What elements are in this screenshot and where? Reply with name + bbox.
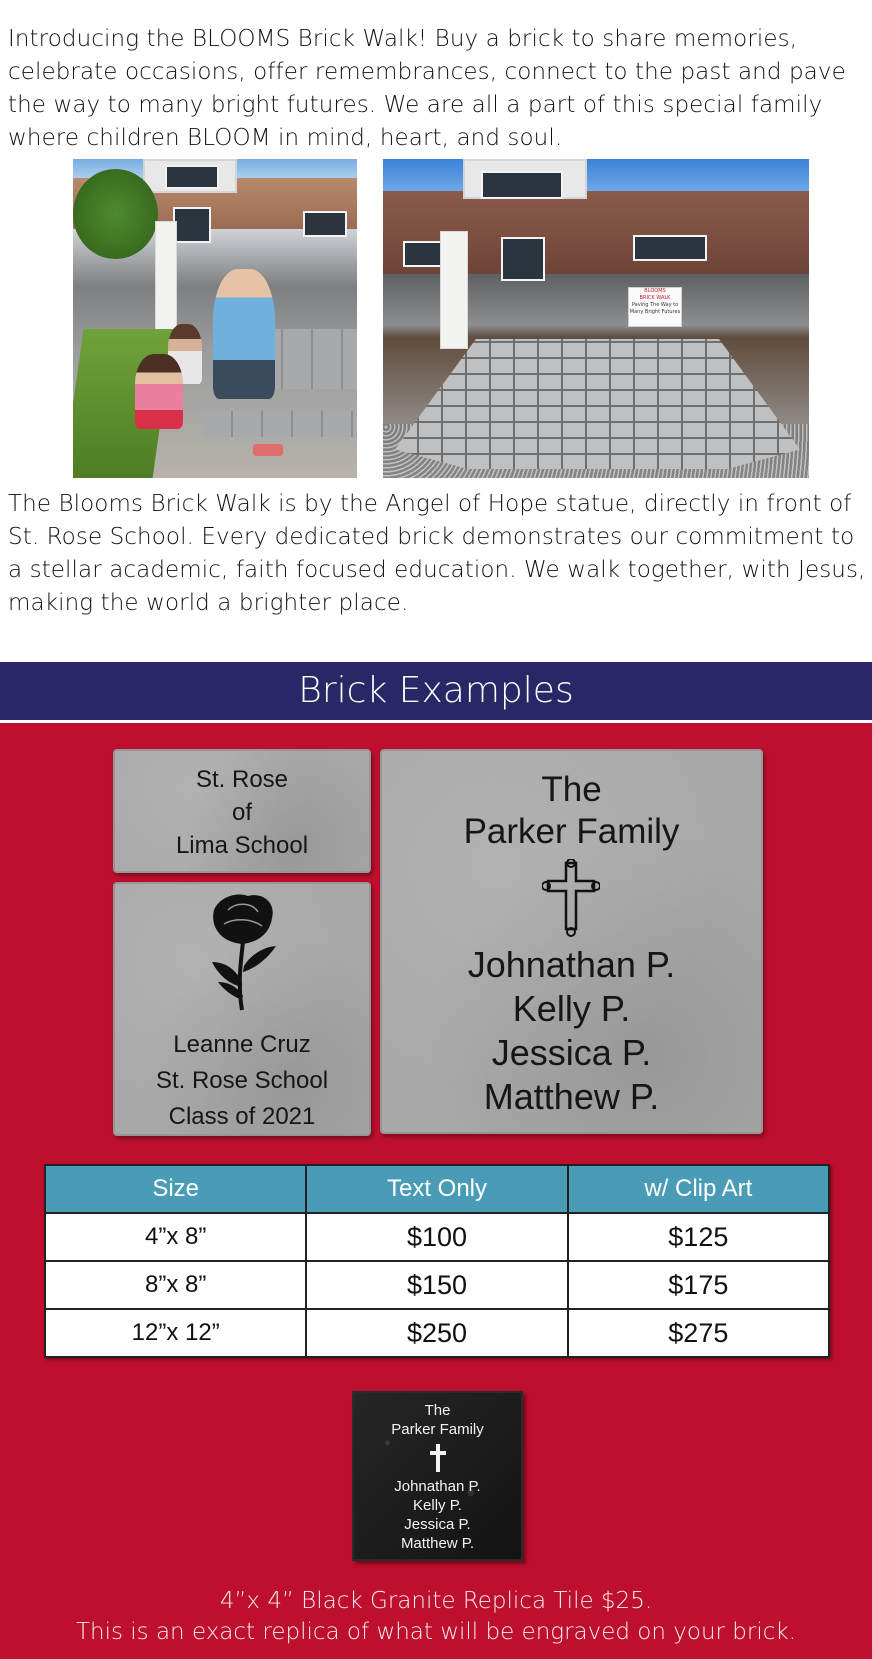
cross-icon (428, 1442, 448, 1474)
man-figure (213, 269, 275, 399)
granite-caption (0, 1586, 872, 1648)
text-only-price: $250 (306, 1309, 567, 1357)
brick-examples-banner: Brick Examples (0, 662, 872, 720)
lamp-post (155, 221, 177, 333)
text-only-price: $100 (306, 1213, 567, 1261)
clip-art-price: $275 (568, 1309, 829, 1357)
brick-walk-sign: BLOOMS BRICK WALK Paving The Way to Many Bright Futures (628, 287, 682, 327)
size-cell: 4”x 8” (45, 1213, 306, 1261)
clip-art-price: $125 (568, 1213, 829, 1261)
tree (73, 169, 158, 259)
caption-line-price: 4”x 4” Black Granite Replica Tile $25. (219, 1588, 653, 1614)
table-row (45, 1213, 829, 1261)
clip-art-price: $175 (568, 1261, 829, 1309)
granite-replica-tile: The Parker Family Johnathan P. Kelly P. Jessica P. Matthew P. (352, 1391, 523, 1561)
girl-figure (135, 354, 183, 429)
brick-example-4x8: St. Rose of Lima School (113, 749, 371, 873)
lamp-post (440, 231, 468, 349)
table-header-row (45, 1165, 829, 1213)
rose-icon (198, 892, 286, 1026)
brick-example-8x8: Leanne Cruz St. Rose School Class of 2021 (113, 882, 371, 1136)
table-row (45, 1261, 829, 1309)
family-photo (73, 159, 357, 478)
mallet (253, 444, 283, 456)
caption-line-note: This is an exact replica of what will be engraved on your brick. (75, 1619, 797, 1645)
header-clip-art: w/ Clip Art (568, 1165, 829, 1213)
intro-paragraph: Introducing the BLOOMS Brick Walk! Buy a brick to share memories, celebrate occasions, offer remembrances, connect to the past and pave the way to many bright futures. We are all a part of this special family where children BLOOM in mind, heart, and soul. (8, 26, 846, 151)
text-only-price: $150 (306, 1261, 567, 1309)
header-text-only: Text Only (306, 1165, 567, 1213)
brick-walk-photo (383, 159, 809, 478)
brick-example-12x12: The Parker Family Johnathan P. Kelly P. Jessica P. Matthew P. (380, 749, 763, 1134)
cross-icon (542, 859, 600, 937)
walk-paragraph: The Blooms Brick Walk is by the Angel of Hope statue, directly in front of St. Rose School. Every dedicated brick demonstrates our commitment to a stellar academic, faith focused education. We walk together, with Jesus, making the world a brighter place. (8, 491, 866, 616)
header-size: Size (45, 1165, 306, 1213)
table-row (45, 1309, 829, 1357)
price-table (44, 1164, 830, 1358)
size-cell: 12”x 12” (45, 1309, 306, 1357)
size-cell: 8”x 8” (45, 1261, 306, 1309)
brick-field (395, 339, 800, 469)
